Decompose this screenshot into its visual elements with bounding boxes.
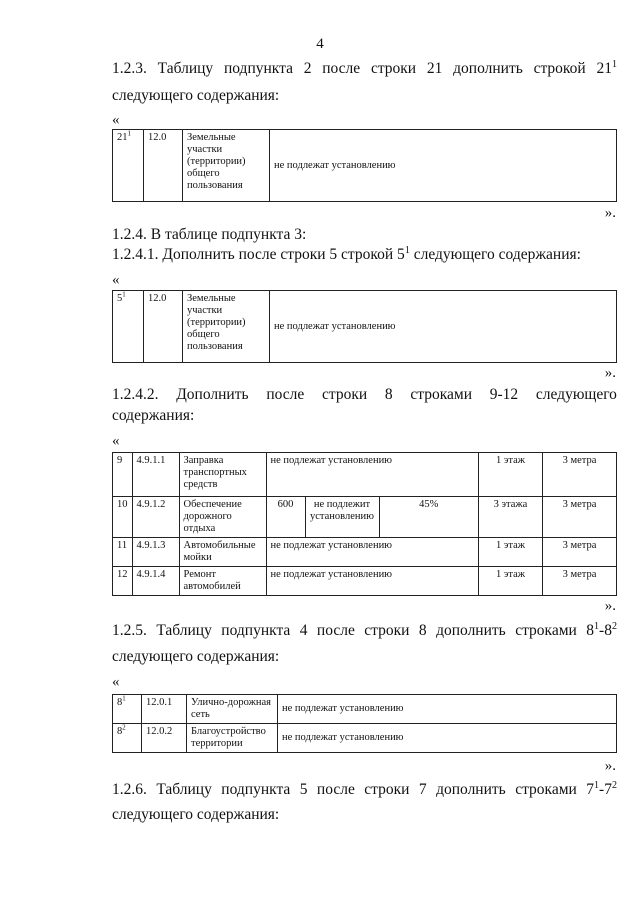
- paragraph-1-2-4-2: 1.2.4.2. Дополнить после строки 8 строками 9-12 следующего: [112, 386, 617, 403]
- table-row: $8^2$ 12.0.2 Благоустройство территории не подлежат установлению: [113, 724, 617, 753]
- paragraph-1-2-5-line2: следующего содержания:: [112, 648, 280, 665]
- paragraph-1-2-4: 1.2.4. В таблице подпункта 3:: [112, 226, 307, 243]
- row-number: $21^1$: [113, 130, 144, 202]
- quote-close: ».: [604, 365, 616, 381]
- paragraph-1-2-6: 1.2.6. Таблицу подпункта 5 после строки 7 дополнить строками $7^1-7^2$: [112, 779, 617, 798]
- row-number: $5^1$: [113, 291, 144, 363]
- page-number: 4: [316, 36, 324, 52]
- row-value: не подлежат установлению: [270, 291, 617, 363]
- quote-open: «: [112, 112, 120, 128]
- row-name: Земельные участки (территории) общего пользования: [183, 130, 270, 202]
- table-1: [112, 129, 617, 202]
- table-4: [112, 694, 617, 753]
- table-2: [112, 290, 617, 363]
- paragraph-1-2-4-1: 1.2.4.1. Дополнить после строки 5 строкой $5^1$ следующего содержания:: [112, 244, 581, 263]
- quote-close: ».: [604, 598, 616, 614]
- table-row: 9 4.9.1.1 Заправка транспортных средств не подлежат установлению 1 этаж 3 метра: [113, 453, 617, 497]
- quote-open: «: [112, 674, 120, 690]
- quote-open: «: [112, 433, 120, 449]
- paragraph-1-2-6-line2: следующего содержания:: [112, 806, 280, 823]
- quote-close: ».: [604, 758, 616, 774]
- table-row: 12 4.9.1.4 Ремонт автомобилей не подлежат установлению 1 этаж 3 метра: [113, 567, 617, 596]
- paragraph-1-2-4-2-line2: содержания:: [112, 407, 195, 424]
- table-row: $8^1$ 12.0.1 Улично-дорожная сеть не подлежат установлению: [113, 695, 617, 724]
- quote-close: ».: [604, 205, 616, 221]
- row-value: не подлежат установлению: [270, 130, 617, 202]
- paragraph-1-2-3-line2: следующего содержания:: [112, 87, 280, 104]
- table-row: 11 4.9.1.3 Автомобильные мойки не подлежат установлению 1 этаж 3 метра: [113, 538, 617, 567]
- row-name: Земельные участки (территории) общего пользования: [183, 291, 270, 363]
- paragraph-1-2-3: 1.2.3. Таблицу подпункта 2 после строки 21 дополнить строкой $21^1$: [112, 58, 617, 77]
- row-code: 12.0: [144, 291, 183, 363]
- quote-open: «: [112, 272, 120, 288]
- table-row: 10 4.9.1.2 Обеспечение дорожного отдыха 600 не подлежит установлению 45% 3 этажа 3 метра: [113, 497, 617, 538]
- table-3: [112, 452, 617, 596]
- row-code: 12.0: [144, 130, 183, 202]
- paragraph-1-2-5: 1.2.5. Таблицу подпункта 4 после строки 8 дополнить строками $8^1-8^2$: [112, 620, 617, 639]
